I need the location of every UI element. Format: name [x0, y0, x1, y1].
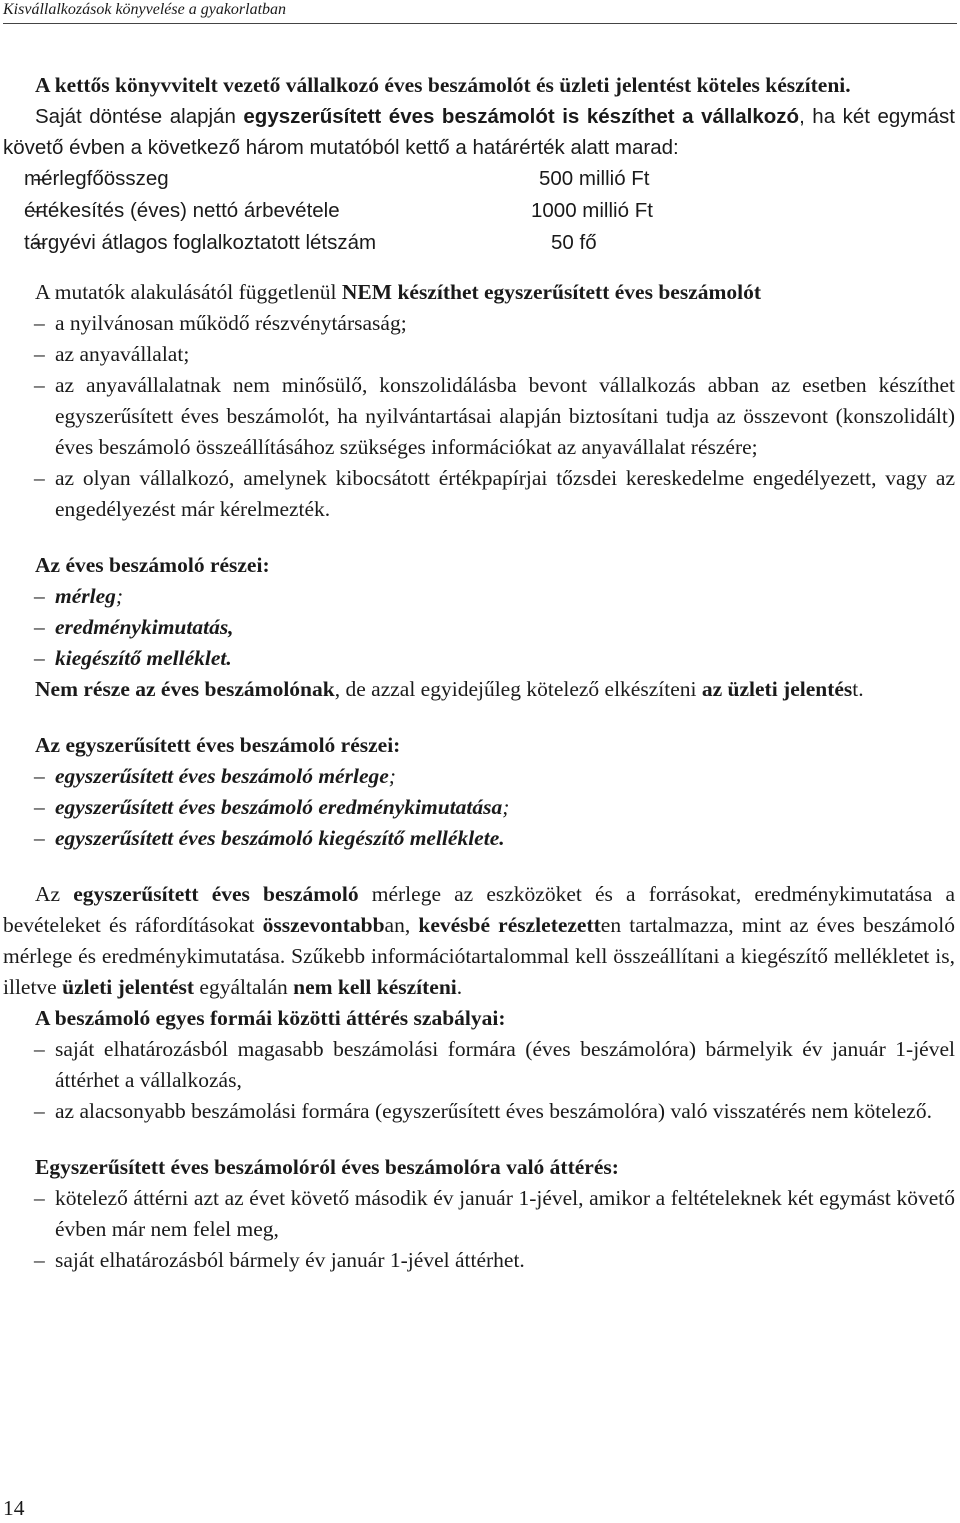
threshold-row	[3, 227, 955, 259]
transition-item: – saját elhatározásból magasabb beszámolási formára (éves beszámolóra) bármelyik év január 1-jével áttérhet a vállalkozás,	[3, 1034, 955, 1096]
annual-item: – kiegészítő melléklet.	[3, 643, 955, 674]
page-body	[3, 70, 955, 1276]
threshold-row	[3, 163, 955, 195]
threshold-value: 50 fő	[551, 231, 597, 254]
running-header: Kisvállalkozások könyvelése a gyakorlatban	[3, 0, 957, 24]
not-allowed-item: – az anyavállalatnak nem minősülő, konszolidálásba bevont vállalkozás abban az esetben készíthet egyszerűsített éves beszámolót, ha nyilvántartásai alapján biztosítani tudja az összevont (konszolidált) éves beszámoló összeállításához szükséges információkat az anyavállalat részére;	[3, 370, 955, 463]
transition-item: – az alacsonyabb beszámolási formára (egyszerűsített éves beszámolóra) való visszatérés nem kötelező.	[3, 1096, 955, 1127]
threshold-label: – mérlegfőösszeg	[24, 167, 169, 190]
threshold-label: – értékesítés (éves) nettó árbevétele	[24, 199, 340, 222]
annual-item: – eredménykimutatás,	[3, 612, 955, 643]
transition-heading: A beszámoló egyes formái közötti áttérés szabályai:	[35, 1006, 506, 1030]
intro-paragraph: Saját döntése alapján egyszerűsített éves beszámolót is készíthet a vállalkozó, ha két egymást követő évben a következő három mutatóból kettő a határérték alatt marad:	[3, 105, 955, 159]
threshold-label: – tárgyévi átlagos foglalkoztatott létszám	[24, 231, 377, 254]
simplified-item: – egyszerűsített éves beszámoló kiegészítő melléklete.	[3, 823, 955, 854]
not-allowed-item: – az anyavállalat;	[3, 339, 955, 370]
threshold-row	[3, 195, 955, 227]
simplified-item: – egyszerűsített éves beszámoló mérlege;	[3, 761, 955, 792]
threshold-list	[3, 163, 955, 259]
annual-heading: Az éves beszámoló részei:	[35, 553, 270, 577]
not-allowed-item: – a nyilvánosan működő részvénytársaság;	[3, 308, 955, 339]
annual-note: Nem része az éves beszámolónak, de azzal egyidejűleg kötelező elkészíteni az üzleti jelentést.	[35, 677, 864, 701]
annual-item: – mérleg;	[3, 581, 955, 612]
switch-item: – saját elhatározásból bármely év január 1-jével áttérhet.	[3, 1245, 955, 1276]
threshold-value: 500 millió Ft	[539, 167, 650, 190]
page-number: 14	[3, 1496, 25, 1520]
simplified-heading: Az egyszerűsített éves beszámoló részei:	[35, 733, 401, 757]
switch-heading: Egyszerűsített éves beszámolóról éves beszámolóra való áttérés:	[35, 1155, 619, 1179]
simplified-item: – egyszerűsített éves beszámoló eredménykimutatása;	[3, 792, 955, 823]
threshold-value: 1000 millió Ft	[531, 199, 653, 222]
not-allowed-item: – az olyan vállalkozó, amelynek kibocsátott értékpapírjai tőzsdei kereskedelme engedélyezett, vagy az engedélyezést már kérelmezték.	[3, 463, 955, 525]
switch-item: – kötelező áttérni azt az évet követő második év január 1-jével, amikor a feltételeknek két egymást követő évben már nem felel meg,	[3, 1183, 955, 1245]
comparison-paragraph: Az egyszerűsített éves beszámoló mérlege az eszközöket és a forrásokat, eredménykimutatása a bevételeket és ráfordításokat összevontabban, kevésbé részletezetten tartalmazza, mint az éves beszámoló mérlege és eredménykimutatása. Szűkebb információtartalommal kell összeállítani a kiegészítő mellékletet is, illetve üzleti jelentést egyáltalán nem kell készíteni.	[3, 882, 955, 999]
intro-statement: A kettős könyvvitelt vezető vállalkozó éves beszámolót és üzleti jelentést köteles készíteni.	[35, 73, 851, 97]
not-allowed-lead: A mutatók alakulásától függetlenül NEM készíthet egyszerűsített éves beszámolót	[35, 280, 762, 304]
